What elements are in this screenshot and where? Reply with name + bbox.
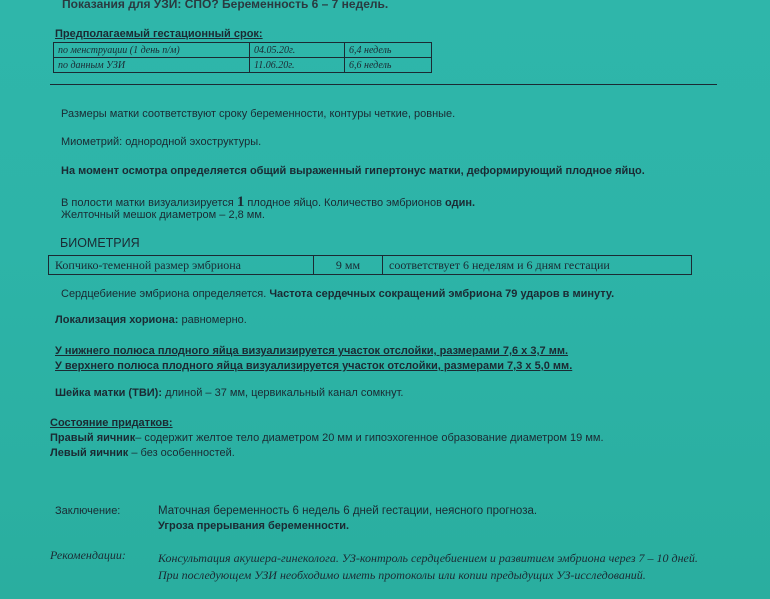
hypertonus-paragraph: На момент осмотра определяется общий выраженный гипертонус матки, деформирующий плодное яйцо. <box>61 165 645 177</box>
gestation-weeks: 6,4 недель <box>345 43 432 58</box>
recommendation-line-1: Консультация акушера-гинеколога. УЗ-контроль сердцебиением и развитием эмбриона через 7 – 10 дней. <box>158 551 698 565</box>
myometrium-paragraph: Миометрий: однородной эхоструктуры. <box>61 136 262 148</box>
divider <box>50 84 717 85</box>
left-ovary-value: – без особенностей. <box>131 447 235 459</box>
conclusion-line-1: Маточная беременность 6 недель 6 дней гестации, неясного прогноза. <box>158 505 538 517</box>
conclusion-label: Заключение: <box>55 505 121 517</box>
biometry-heading: БИОМЕТРИЯ <box>60 236 140 250</box>
recommendation-line-2: При последующем УЗИ необходимо иметь протоколы или копии предыдущих УЗ-исследований. <box>158 568 646 582</box>
cervix-paragraph <box>55 387 403 399</box>
yolk-paragraph: Желточный мешок диаметром – 2,8 мм. <box>61 209 265 221</box>
table-row <box>54 58 432 73</box>
right-ovary-label: Правый яичник <box>50 432 136 444</box>
chorion-paragraph <box>55 314 247 326</box>
cavity-text: В полости матки визуализируется <box>61 197 234 209</box>
table-row <box>54 43 432 58</box>
left-ovary <box>50 447 235 459</box>
recommendations-label: Рекомендации: <box>50 548 126 562</box>
table-row <box>49 256 692 275</box>
biometry-value: 9 мм <box>314 256 383 275</box>
adnexa-heading: Состояние придатков: <box>50 417 173 429</box>
uterus-paragraph: Размеры матки соответствуют сроку беременности, контуры четкие, ровные. <box>61 108 456 120</box>
gestation-label: по данным УЗИ <box>54 58 250 73</box>
egg-count: 1 <box>236 194 245 210</box>
gestation-label: по менструации (1 день п/м) <box>54 43 250 58</box>
gestation-table <box>53 42 432 73</box>
embryo-count: один. <box>445 197 476 209</box>
cervix-label: Шейка матки (ТВИ): <box>55 387 162 399</box>
gestation-date: 04.05.20г. <box>250 43 345 58</box>
biometry-conclusion: соответствует 6 неделям и 6 дням гестации <box>383 256 692 275</box>
heartbeat-text: Сердцебиение эмбриона определяется. <box>61 288 267 300</box>
conclusion-line-2: Угроза прерывания беременности. <box>158 520 350 532</box>
biometry-label: Копчико-теменной размер эмбриона <box>49 256 314 275</box>
gestation-date: 11.06.20г. <box>250 58 345 73</box>
cervix-value: длиной – 37 мм, цервикальный канал сомкнут. <box>165 387 404 399</box>
detachment-lower: У нижнего полюса плодного яйца визуализируется участок отслойки, размерами 7,6 х 3,7 мм. <box>55 345 569 357</box>
right-ovary <box>50 432 604 444</box>
gestation-heading: Предполагаемый гестационный срок: <box>55 28 263 40</box>
chorion-label: Локализация хориона: <box>55 314 179 326</box>
cavity-text: плодное яйцо. Количество эмбрионов <box>247 197 442 209</box>
detachment-upper: У верхнего полюса плодного яйца визуализируется участок отслойки, размерами 7,3 х 5,0 мм. <box>55 360 573 372</box>
heartbeat-rate: Частота сердечных сокращений эмбриона 79 ударов в минуту. <box>269 288 615 300</box>
chorion-value: равномерно. <box>181 314 247 326</box>
right-ovary-value: – содержит желтое тело диаметром 20 мм и гипоэхогенное образование диаметром 19 мм. <box>135 432 604 444</box>
left-ovary-label: Левый яичник <box>50 447 129 459</box>
heartbeat-paragraph <box>61 288 614 300</box>
biometry-table <box>48 255 692 275</box>
gestation-weeks: 6,6 недель <box>345 58 432 73</box>
indications-line: Показания для УЗИ: СПО? Беременность 6 – 7 недель. <box>62 0 389 11</box>
